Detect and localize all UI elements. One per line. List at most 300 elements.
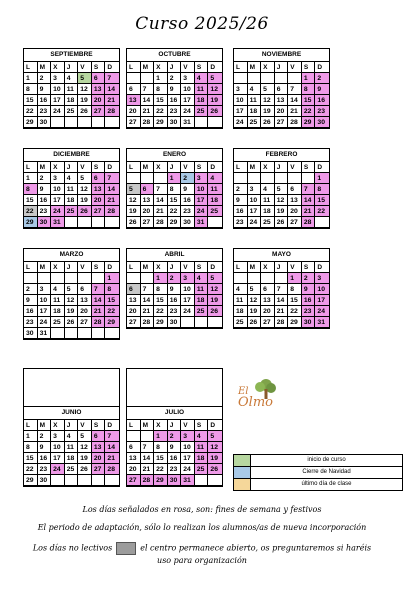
day-cell: 14 xyxy=(141,95,155,106)
weekday-header: D xyxy=(208,420,222,431)
day-cell: 2 xyxy=(24,284,38,295)
day-cell: 24 xyxy=(51,106,65,117)
day-cell: 30 xyxy=(168,117,182,128)
day-cell: 19 xyxy=(78,453,92,464)
legend-swatch-blue xyxy=(234,467,251,478)
day-cell: 24 xyxy=(195,206,209,217)
day-cell: 31 xyxy=(51,217,65,228)
day-cell: 11 xyxy=(195,284,209,295)
day-cell: 28 xyxy=(105,206,119,217)
day-cell: 9 xyxy=(181,184,195,195)
day-cell: 29 xyxy=(154,317,168,328)
day-cell: 29 xyxy=(288,317,302,328)
weekday-header: L xyxy=(127,262,141,273)
note-pink-days: Los días señalados en rosa, son: fines de semana y festivos xyxy=(82,505,322,514)
day-cell: 23 xyxy=(168,464,182,475)
day-cell xyxy=(154,173,168,184)
day-cell: 19 xyxy=(208,295,222,306)
day-cell: 12 xyxy=(127,195,141,206)
day-cell: 26 xyxy=(78,464,92,475)
weekday-header: X xyxy=(154,262,168,273)
day-cell: 7 xyxy=(288,84,302,95)
day-cell xyxy=(65,217,79,228)
day-cell: 4 xyxy=(195,73,209,84)
day-cell: 22 xyxy=(154,106,168,117)
day-cell: 7 xyxy=(105,73,119,84)
weekday-header: S xyxy=(92,420,106,431)
day-cell: 3 xyxy=(181,431,195,442)
legend-swatch-green xyxy=(234,455,251,466)
weekday-header: X xyxy=(51,420,65,431)
weekday-header: S xyxy=(92,62,106,73)
day-cell: 24 xyxy=(248,217,262,228)
day-cell xyxy=(275,73,289,84)
day-cell: 27 xyxy=(288,217,302,228)
day-cell: 3 xyxy=(38,284,52,295)
day-cell: 29 xyxy=(24,117,38,128)
weekday-header: S xyxy=(195,162,209,173)
note-non-teaching-a: Los días no lectivos xyxy=(32,543,113,553)
day-cell: 22 xyxy=(315,206,329,217)
weekday-header: X xyxy=(51,162,65,173)
day-cell: 26 xyxy=(208,106,222,117)
weekday-header: X xyxy=(261,262,275,273)
day-cell xyxy=(195,317,209,328)
legend-swatch-yellow xyxy=(234,479,251,490)
day-cell: 2 xyxy=(168,431,182,442)
day-cell: 9 xyxy=(38,84,52,95)
day-cell: 28 xyxy=(141,117,155,128)
day-cell: 21 xyxy=(105,453,119,464)
day-cell xyxy=(51,117,65,128)
day-cell: 8 xyxy=(288,284,302,295)
weekday-header: D xyxy=(105,262,119,273)
day-cell: 7 xyxy=(154,184,168,195)
month-junio xyxy=(23,406,120,487)
day-cell: 16 xyxy=(24,306,38,317)
day-cell: 20 xyxy=(141,206,155,217)
day-cell: 28 xyxy=(154,217,168,228)
day-cell: 27 xyxy=(261,317,275,328)
day-cell xyxy=(141,431,155,442)
day-cell xyxy=(208,117,222,128)
weekday-header: M xyxy=(38,262,52,273)
day-cell xyxy=(288,73,302,84)
weekday-header: L xyxy=(234,162,248,173)
day-cell: 13 xyxy=(127,95,141,106)
day-cell: 23 xyxy=(38,464,52,475)
day-cell: 1 xyxy=(154,431,168,442)
day-cell xyxy=(78,475,92,486)
day-cell: 21 xyxy=(141,306,155,317)
day-cell xyxy=(261,73,275,84)
day-cell: 1 xyxy=(24,173,38,184)
day-cell: 25 xyxy=(195,464,209,475)
weekday-header: V xyxy=(78,62,92,73)
day-cell xyxy=(92,475,106,486)
day-cell: 18 xyxy=(195,295,209,306)
day-cell: 12 xyxy=(78,442,92,453)
day-cell: 22 xyxy=(105,306,119,317)
day-cell: 4 xyxy=(195,273,209,284)
day-cell: 12 xyxy=(208,442,222,453)
day-cell: 27 xyxy=(127,317,141,328)
note-organization: uso para organización xyxy=(157,556,247,565)
day-cell: 29 xyxy=(168,217,182,228)
day-cell: 30 xyxy=(181,217,195,228)
day-cell: 7 xyxy=(105,173,119,184)
day-cell: 11 xyxy=(65,84,79,95)
weekday-header: M xyxy=(141,62,155,73)
weekday-header: L xyxy=(127,420,141,431)
month-noviembre xyxy=(233,48,330,129)
day-cell xyxy=(24,273,38,284)
day-cell xyxy=(51,328,65,339)
day-cell xyxy=(208,475,222,486)
day-cell: 3 xyxy=(181,273,195,284)
month-name: SEPTIEMBRE xyxy=(24,49,119,62)
weekday-header: S xyxy=(195,420,209,431)
weekday-header: M xyxy=(248,62,262,73)
weekday-header: J xyxy=(168,420,182,431)
day-cell: 1 xyxy=(315,173,329,184)
day-cell xyxy=(302,173,316,184)
note-non-teaching-b: el centro permanece abierto, os preguntaremos si haréis xyxy=(140,543,372,553)
day-cell: 20 xyxy=(288,206,302,217)
day-cell: 9 xyxy=(168,442,182,453)
day-cell: 16 xyxy=(168,453,182,464)
day-cell: 26 xyxy=(208,464,222,475)
day-cell: 11 xyxy=(195,84,209,95)
day-cell: 13 xyxy=(261,295,275,306)
day-cell: 13 xyxy=(141,195,155,206)
day-cell: 19 xyxy=(78,95,92,106)
day-cell: 24 xyxy=(181,464,195,475)
day-cell: 8 xyxy=(154,84,168,95)
day-cell: 2 xyxy=(302,273,316,284)
day-cell: 21 xyxy=(302,206,316,217)
day-cell: 5 xyxy=(65,284,79,295)
day-cell: 14 xyxy=(92,295,106,306)
day-cell: 7 xyxy=(275,284,289,295)
day-cell xyxy=(261,173,275,184)
day-cell: 2 xyxy=(38,73,52,84)
day-cell: 10 xyxy=(181,442,195,453)
weekday-header: L xyxy=(24,262,38,273)
day-cell: 28 xyxy=(105,464,119,475)
weekday-header: D xyxy=(315,162,329,173)
day-cell: 17 xyxy=(181,295,195,306)
weekday-header: V xyxy=(181,262,195,273)
day-cell: 20 xyxy=(92,95,106,106)
day-cell: 25 xyxy=(65,106,79,117)
day-cell: 10 xyxy=(51,84,65,95)
day-cell: 27 xyxy=(92,206,106,217)
day-cell: 31 xyxy=(315,317,329,328)
day-cell: 14 xyxy=(105,84,119,95)
day-cell: 15 xyxy=(168,195,182,206)
day-cell: 13 xyxy=(92,442,106,453)
day-cell: 12 xyxy=(208,84,222,95)
day-cell: 11 xyxy=(195,442,209,453)
day-cell: 27 xyxy=(92,106,106,117)
day-cell: 25 xyxy=(51,317,65,328)
day-cell: 20 xyxy=(127,106,141,117)
day-cell: 21 xyxy=(288,106,302,117)
day-cell: 19 xyxy=(208,95,222,106)
month-name: JUNIO xyxy=(24,407,119,420)
day-cell: 18 xyxy=(248,106,262,117)
day-cell xyxy=(234,273,248,284)
day-cell: 7 xyxy=(141,84,155,95)
weekday-header: M xyxy=(38,162,52,173)
day-cell xyxy=(65,475,79,486)
month-days xyxy=(234,62,329,128)
month-diciembre xyxy=(23,148,120,229)
day-cell xyxy=(127,173,141,184)
month-enero xyxy=(126,148,223,229)
day-cell: 28 xyxy=(92,317,106,328)
weekday-header: M xyxy=(38,62,52,73)
day-cell: 24 xyxy=(315,306,329,317)
weekday-header: V xyxy=(78,420,92,431)
weekday-header: S xyxy=(302,262,316,273)
month-septiembre xyxy=(23,48,120,129)
legend-row xyxy=(234,479,402,490)
day-cell: 6 xyxy=(141,184,155,195)
day-cell: 17 xyxy=(181,95,195,106)
day-cell: 9 xyxy=(38,442,52,453)
day-cell xyxy=(65,328,79,339)
month-marzo xyxy=(23,248,120,340)
month-abril xyxy=(126,248,223,329)
weekday-header: D xyxy=(208,162,222,173)
day-cell: 14 xyxy=(105,184,119,195)
day-cell: 4 xyxy=(261,184,275,195)
day-cell: 27 xyxy=(78,317,92,328)
month-days xyxy=(24,162,119,228)
day-cell: 9 xyxy=(24,295,38,306)
day-cell: 7 xyxy=(92,284,106,295)
day-cell: 1 xyxy=(168,173,182,184)
day-cell: 25 xyxy=(208,206,222,217)
day-cell: 15 xyxy=(302,95,316,106)
weekday-header: X xyxy=(261,162,275,173)
day-cell: 19 xyxy=(248,306,262,317)
day-cell: 8 xyxy=(168,184,182,195)
day-cell: 22 xyxy=(288,306,302,317)
day-cell: 29 xyxy=(302,117,316,128)
day-cell: 3 xyxy=(51,173,65,184)
day-cell xyxy=(141,173,155,184)
legend-label: último día de clase xyxy=(301,481,352,487)
weekday-header: J xyxy=(275,262,289,273)
day-cell: 6 xyxy=(261,284,275,295)
weekday-header: D xyxy=(315,262,329,273)
day-cell xyxy=(234,173,248,184)
day-cell: 22 xyxy=(302,106,316,117)
day-cell: 8 xyxy=(154,442,168,453)
day-cell: 6 xyxy=(78,284,92,295)
day-cell: 22 xyxy=(24,464,38,475)
day-cell: 20 xyxy=(92,195,106,206)
day-cell: 31 xyxy=(181,475,195,486)
day-cell xyxy=(78,117,92,128)
day-cell xyxy=(92,328,106,339)
day-cell: 22 xyxy=(154,306,168,317)
day-cell xyxy=(275,173,289,184)
weekday-header: V xyxy=(78,162,92,173)
day-cell: 26 xyxy=(78,106,92,117)
day-cell: 16 xyxy=(302,295,316,306)
day-cell: 28 xyxy=(141,475,155,486)
day-cell xyxy=(248,173,262,184)
weekday-header: M xyxy=(141,162,155,173)
day-cell: 16 xyxy=(315,95,329,106)
day-cell: 12 xyxy=(65,295,79,306)
day-cell: 4 xyxy=(51,284,65,295)
day-cell xyxy=(248,73,262,84)
day-cell: 4 xyxy=(248,84,262,95)
day-cell xyxy=(288,173,302,184)
day-cell: 11 xyxy=(208,184,222,195)
day-cell: 15 xyxy=(24,453,38,464)
day-cell: 20 xyxy=(92,453,106,464)
day-cell: 11 xyxy=(65,184,79,195)
day-cell: 23 xyxy=(38,206,52,217)
day-cell: 23 xyxy=(315,106,329,117)
day-cell: 28 xyxy=(288,117,302,128)
day-cell: 27 xyxy=(141,217,155,228)
day-cell: 7 xyxy=(105,431,119,442)
day-cell: 18 xyxy=(208,195,222,206)
weekday-header: L xyxy=(234,62,248,73)
month-name: ABRIL xyxy=(127,249,222,262)
day-cell: 10 xyxy=(315,284,329,295)
day-cell: 30 xyxy=(38,117,52,128)
day-cell: 27 xyxy=(275,117,289,128)
day-cell: 31 xyxy=(181,117,195,128)
weekday-header: M xyxy=(248,162,262,173)
month-days xyxy=(234,162,329,228)
day-cell: 17 xyxy=(51,195,65,206)
day-cell: 5 xyxy=(261,84,275,95)
day-cell: 21 xyxy=(141,106,155,117)
weekday-header: S xyxy=(302,162,316,173)
logo-text-el: El xyxy=(238,386,249,397)
day-cell: 25 xyxy=(248,117,262,128)
day-cell: 15 xyxy=(154,295,168,306)
weekday-header: L xyxy=(127,162,141,173)
day-cell: 17 xyxy=(234,106,248,117)
day-cell: 20 xyxy=(127,306,141,317)
day-cell: 25 xyxy=(234,317,248,328)
day-cell: 21 xyxy=(154,206,168,217)
day-cell xyxy=(38,273,52,284)
legend xyxy=(233,454,403,491)
note-non-teaching xyxy=(0,542,404,555)
weekday-header: S xyxy=(195,62,209,73)
month-febrero xyxy=(233,148,330,229)
month-days xyxy=(24,62,119,128)
day-cell: 10 xyxy=(51,442,65,453)
day-cell xyxy=(105,328,119,339)
day-cell: 24 xyxy=(181,106,195,117)
day-cell: 24 xyxy=(51,206,65,217)
day-cell xyxy=(208,317,222,328)
day-cell: 27 xyxy=(127,475,141,486)
day-cell: 19 xyxy=(78,195,92,206)
day-cell: 25 xyxy=(195,106,209,117)
day-cell: 19 xyxy=(275,206,289,217)
weekday-header: S xyxy=(302,62,316,73)
day-cell: 26 xyxy=(248,317,262,328)
day-cell: 3 xyxy=(195,173,209,184)
day-cell: 18 xyxy=(65,453,79,464)
day-cell: 25 xyxy=(65,464,79,475)
day-cell: 9 xyxy=(38,184,52,195)
day-cell: 31 xyxy=(38,328,52,339)
day-cell: 27 xyxy=(92,464,106,475)
day-cell xyxy=(275,273,289,284)
day-cell: 2 xyxy=(168,273,182,284)
day-cell: 22 xyxy=(154,464,168,475)
day-cell: 30 xyxy=(168,317,182,328)
day-cell: 5 xyxy=(208,273,222,284)
month-name: ENERO xyxy=(127,149,222,162)
day-cell: 15 xyxy=(105,295,119,306)
legend-label: Cierre de Navidad xyxy=(302,469,351,475)
day-cell: 20 xyxy=(275,106,289,117)
weekday-header: X xyxy=(51,262,65,273)
day-cell: 16 xyxy=(38,95,52,106)
day-cell: 28 xyxy=(141,317,155,328)
day-cell: 30 xyxy=(168,475,182,486)
day-cell: 30 xyxy=(24,328,38,339)
day-cell: 30 xyxy=(302,317,316,328)
weekday-header: D xyxy=(105,420,119,431)
month-days xyxy=(127,62,222,128)
day-cell: 3 xyxy=(181,73,195,84)
day-cell: 1 xyxy=(24,431,38,442)
day-cell: 26 xyxy=(127,217,141,228)
day-cell: 14 xyxy=(154,195,168,206)
weekday-header: L xyxy=(127,62,141,73)
day-cell: 8 xyxy=(24,84,38,95)
day-cell: 13 xyxy=(92,84,106,95)
grey-swatch xyxy=(116,542,136,555)
day-cell: 13 xyxy=(92,184,106,195)
day-cell: 8 xyxy=(24,184,38,195)
day-cell: 12 xyxy=(275,195,289,206)
weekday-header: X xyxy=(154,62,168,73)
day-cell: 15 xyxy=(24,95,38,106)
day-cell: 17 xyxy=(38,306,52,317)
day-cell: 23 xyxy=(181,206,195,217)
weekday-header: M xyxy=(38,420,52,431)
weekday-header: J xyxy=(65,162,79,173)
day-cell: 10 xyxy=(234,95,248,106)
day-cell: 22 xyxy=(168,206,182,217)
month-days xyxy=(24,420,119,486)
day-cell: 1 xyxy=(288,273,302,284)
day-cell: 7 xyxy=(141,284,155,295)
weekday-header: X xyxy=(154,420,168,431)
day-cell: 29 xyxy=(24,475,38,486)
month-name: MAYO xyxy=(234,249,329,262)
day-cell: 3 xyxy=(248,184,262,195)
day-cell: 19 xyxy=(65,306,79,317)
